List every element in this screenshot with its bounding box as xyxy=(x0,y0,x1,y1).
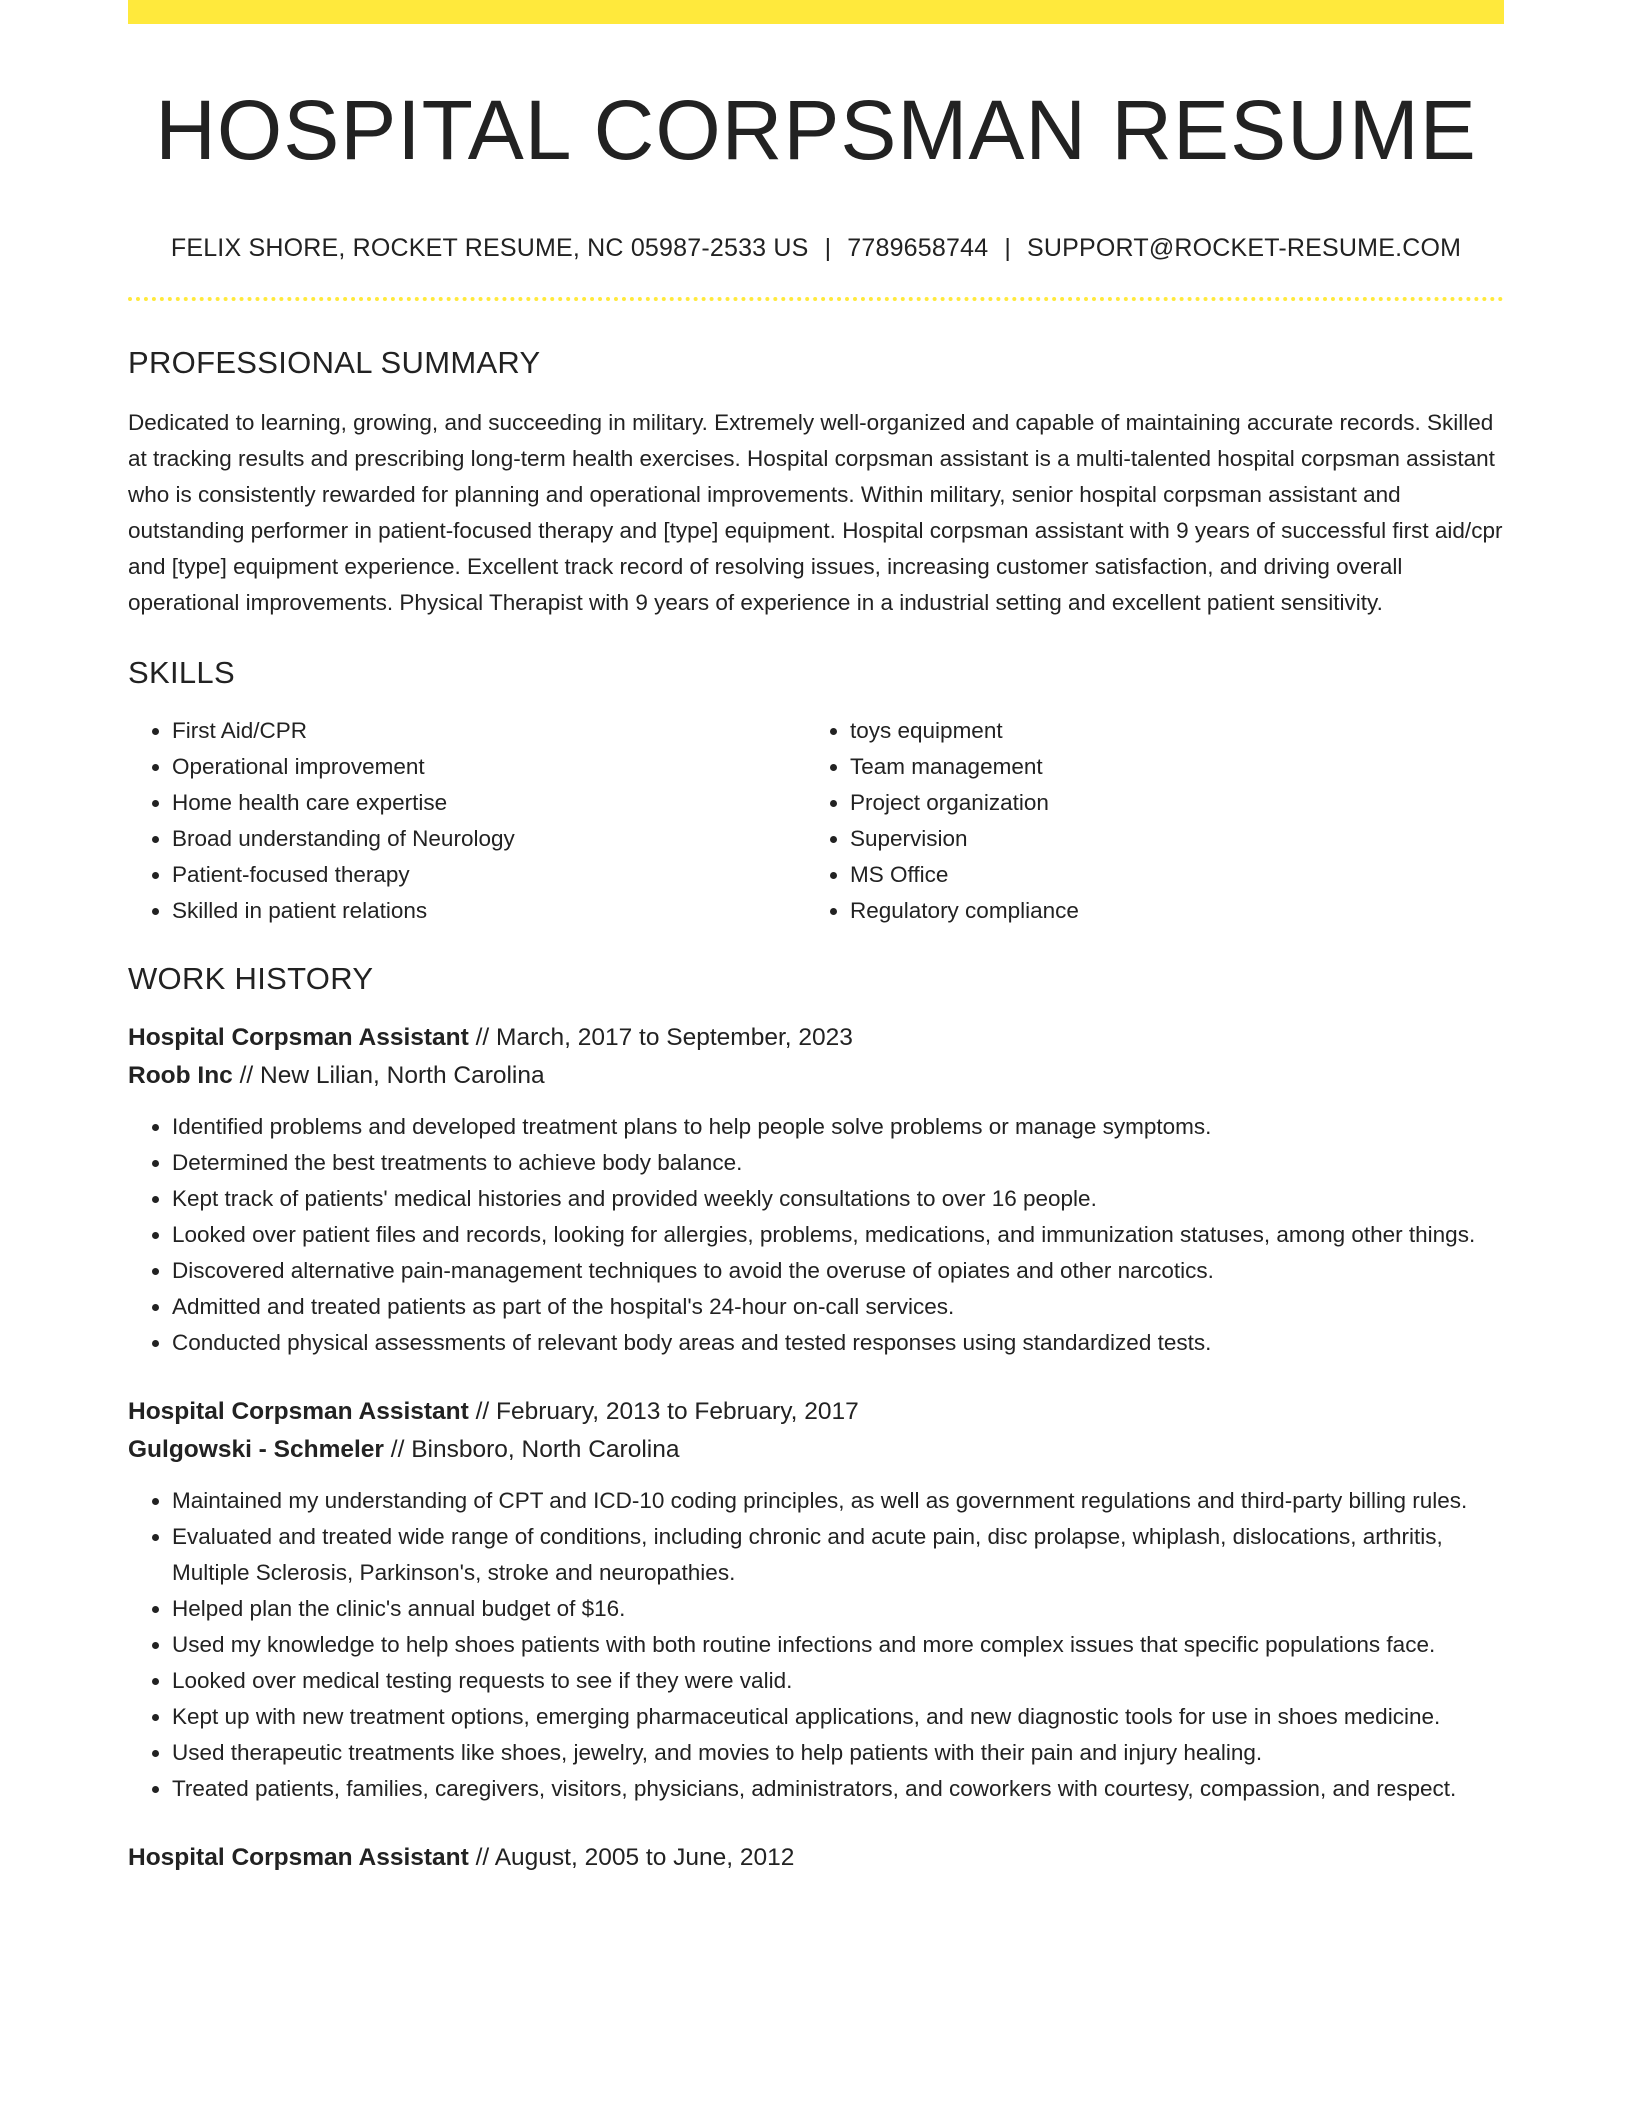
work-history-heading: WORK HISTORY xyxy=(128,961,374,997)
job-bullet: • Kept track of patients' medical histories and provided weekly consultations to over 16 people. xyxy=(172,1181,1504,1217)
job-location: // Binsboro, North Carolina xyxy=(383,1436,680,1464)
job-company-line xyxy=(128,1057,1504,1095)
contact-email: SUPPORT@ROCKET-RESUME.COM xyxy=(1027,234,1462,263)
skills-list-right xyxy=(806,713,1484,929)
contact-separator: | xyxy=(824,234,832,263)
accent-top-bar xyxy=(128,0,1504,24)
skills-columns xyxy=(128,713,1504,929)
job-bullet: • Maintained my understanding of CPT and ICD-10 coding principles, as well as government regulations and third-party billing rules. xyxy=(172,1483,1504,1519)
dotted-divider xyxy=(128,297,1504,301)
job-company-line xyxy=(128,1431,1504,1469)
skill-item: • Skilled in patient relations xyxy=(172,893,806,929)
job-location: // New Lilian, North Carolina xyxy=(232,1062,545,1090)
skills-heading: SKILLS xyxy=(128,655,235,691)
job-bullet: • Determined the best treatments to achieve body balance. xyxy=(172,1145,1504,1181)
summary-text: Dedicated to learning, growing, and succeeding in military. Extremely well-organized and capable of maintaining accurate records. Skilled at tracking results and prescribing long-term health exercises. Hospital corpsman assistant is a multi-talented hospital corpsman assistant who is consistently rewarded for planning and operational improvements. Within military, senior hospital corpsman assistant and outstanding performer in patient-focused therapy and [type] equipment. Hospital corpsman assistant with 9 years of successful first aid/cpr and [type] equipment experience. Excellent track record of resolving issues, increasing customer satisfaction, and driving overall operational improvements. Physical Therapist with 9 years of experience in a industrial setting and excellent patient sensitivity. xyxy=(128,410,1503,616)
job-bullet: • Admitted and treated patients as part of the hospital's 24-hour on-call services. xyxy=(172,1289,1504,1325)
skill-item: • Regulatory compliance xyxy=(850,893,1484,929)
job-bullet: • Helped plan the clinic's annual budget of $16. xyxy=(172,1591,1504,1627)
skill-item: • Supervision xyxy=(850,821,1484,857)
job-bullet: • Discovered alternative pain-management techniques to avoid the overuse of opiates and other narcotics. xyxy=(172,1253,1504,1289)
job-title-line xyxy=(128,1839,1504,1877)
resume-title: HOSPITAL CORPSMAN RESUME xyxy=(155,83,1477,177)
skill-item: • Team management xyxy=(850,749,1484,785)
contact-separator: | xyxy=(1004,234,1012,263)
skill-item: • toys equipment xyxy=(850,713,1484,749)
job-dates: // February, 2013 to February, 2017 xyxy=(468,1398,859,1426)
skill-item: • Broad understanding of Neurology xyxy=(172,821,806,857)
job-bullet: • Used my knowledge to help shoes patients with both routine infections and more complex issues that specific populations face. xyxy=(172,1627,1504,1663)
job-company: Roob Inc xyxy=(128,1062,233,1090)
job-entry xyxy=(128,1393,1504,1807)
job-title: Hospital Corpsman Assistant xyxy=(128,1398,469,1426)
job-bullet: • Kept up with new treatment options, emerging pharmaceutical applications, and new diagnostic tools for use in shoes medicine. xyxy=(172,1699,1504,1735)
resume-page xyxy=(128,0,1504,1877)
job-bullet: • Identified problems and developed treatment plans to help people solve problems or manage symptoms. xyxy=(172,1109,1504,1145)
job-entry xyxy=(128,1019,1504,1361)
skills-list-left xyxy=(128,713,806,929)
job-bullet: • Conducted physical assessments of relevant body areas and tested responses using standardized tests. xyxy=(172,1325,1504,1361)
job-bullets xyxy=(128,1109,1504,1361)
job-dates: // March, 2017 to September, 2023 xyxy=(468,1024,853,1052)
job-bullets xyxy=(128,1483,1504,1807)
skill-item: • MS Office xyxy=(850,857,1484,893)
job-bullet: • Looked over medical testing requests to see if they were valid. xyxy=(172,1663,1504,1699)
job-title: Hospital Corpsman Assistant xyxy=(128,1844,469,1872)
summary-heading: PROFESSIONAL SUMMARY xyxy=(128,345,541,381)
skill-item: • Operational improvement xyxy=(172,749,806,785)
job-bullet: • Treated patients, families, caregivers, visitors, physicians, administrators, and coworkers with courtesy, compassion, and respect. xyxy=(172,1771,1504,1807)
job-bullet: • Used therapeutic treatments like shoes, jewelry, and movies to help patients with their pain and injury healing. xyxy=(172,1735,1504,1771)
contact-phone: 7789658744 xyxy=(847,234,989,263)
skill-item: • Patient-focused therapy xyxy=(172,857,806,893)
job-entry xyxy=(128,1839,1504,1877)
contact-line xyxy=(128,234,1504,263)
skill-item: • Home health care expertise xyxy=(172,785,806,821)
skill-item: • First Aid/CPR xyxy=(172,713,806,749)
skill-item: • Project organization xyxy=(850,785,1484,821)
job-bullet: • Evaluated and treated wide range of conditions, including chronic and acute pain, disc prolapse, whiplash, dislocations, arthritis, Multiple Sclerosis, Parkinson's, stroke and neuropathies. xyxy=(172,1519,1504,1591)
job-title-line xyxy=(128,1393,1504,1431)
job-title-line xyxy=(128,1019,1504,1057)
job-title: Hospital Corpsman Assistant xyxy=(128,1024,469,1052)
job-bullet: • Looked over patient files and records, looking for allergies, problems, medications, and immunization statuses, among other things. xyxy=(172,1217,1504,1253)
job-company: Gulgowski - Schmeler xyxy=(128,1436,384,1464)
job-dates: // August, 2005 to June, 2012 xyxy=(468,1844,795,1872)
contact-address: FELIX SHORE, ROCKET RESUME, NC 05987-2533 US xyxy=(170,234,809,263)
